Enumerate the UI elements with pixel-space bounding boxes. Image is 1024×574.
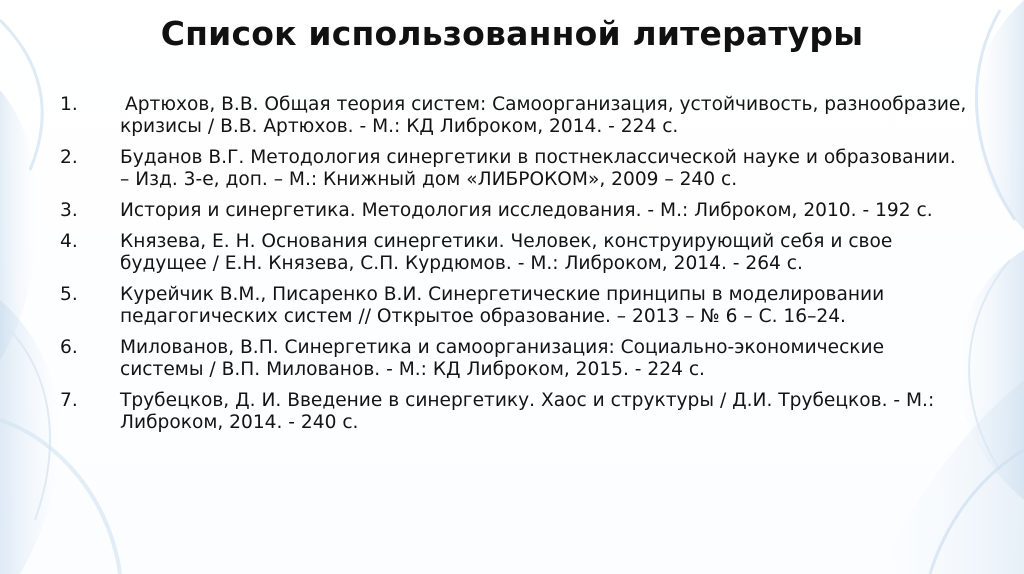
list-item-text: Артюхов, В.В. Общая теория систем: Самоорганизация, устойчивость, разнообразие, кризисы / В.В. Артюхов. - М.: КД Либроком, 2014. - 224 с. (120, 94, 967, 137)
list-item-text: Буданов В.Г. Методология синергетики в постнеклассической науке и образовании. – Изд. 3-е, доп. – М.: Книжный дом «ЛИБРОКОМ», 2009 – 240 с. (120, 147, 956, 190)
list-item-number: 7. (60, 390, 78, 411)
list-item (60, 284, 970, 328)
list-item (60, 147, 970, 191)
list-item-number: 2. (60, 147, 78, 168)
list-item-number: 5. (60, 284, 78, 305)
page-title: Список использованной литературы (160, 14, 864, 53)
list-item-text: Трубецков, Д. И. Введение в синергетику. Хаос и структуры / Д.И. Трубецков. - М.: Либроком, 2014. - 240 с. (120, 390, 935, 433)
references-list (60, 94, 970, 443)
list-item-number: 3. (60, 200, 78, 221)
list-item-number: 4. (60, 231, 78, 252)
list-item-text: Князева, Е. Н. Основания синергетики. Человек, конструирующий себя и свое будущее / Е.Н. Князева, С.П. Курдюмов. - М.: Либроком, 2014. - 264 с. (120, 231, 893, 274)
list-item-number: 1. (60, 94, 78, 115)
list-item (60, 337, 970, 381)
list-item (60, 231, 970, 275)
list-item (60, 200, 970, 222)
list-item (60, 390, 970, 434)
list-item-number: 6. (60, 337, 78, 358)
list-item-text: Курейчик В.М., Писаренко В.И. Синергетические принципы в моделировании педагогических систем // Открытое образование. – 2013 – № 6 – С. 16–24. (120, 284, 885, 327)
list-item (60, 94, 970, 138)
list-item-text: История и синергетика. Методология исследования. - М.: Либроком, 2010. - 192 с. (120, 200, 933, 221)
list-item-text: Милованов, В.П. Синергетика и самоорганизация: Социально-экономические системы / В.П. Милованов. - М.: КД Либроком, 2015. - 224 с. (120, 337, 885, 380)
